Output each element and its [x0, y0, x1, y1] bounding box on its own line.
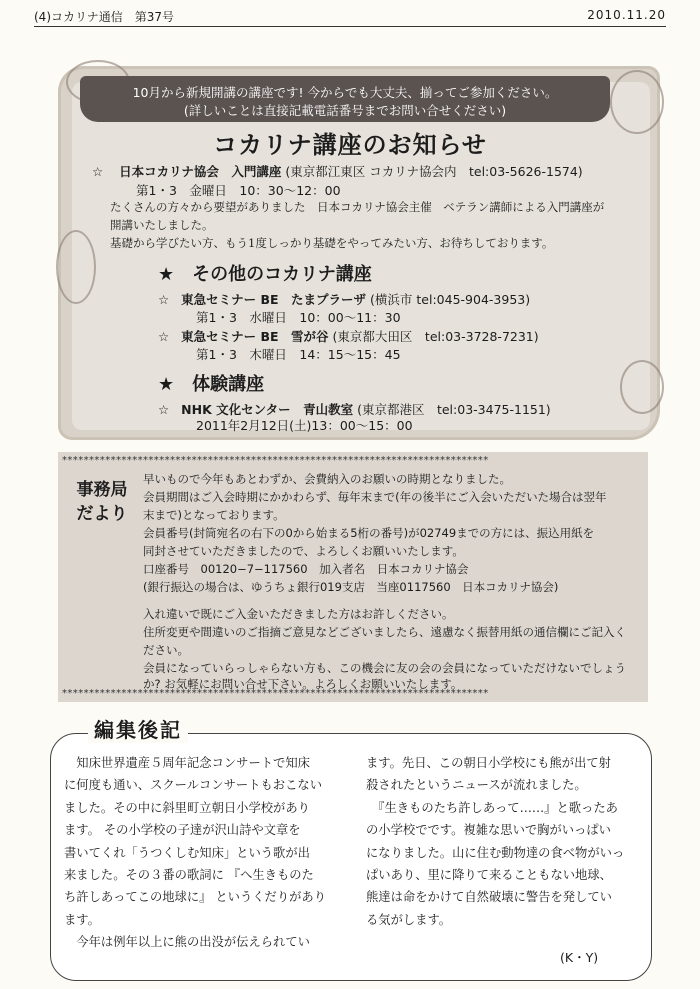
office-line: か? お気軽にお問い合せ下さい。よろしくお願いいたします。 [143, 677, 463, 691]
course-name: NHK 文化センター 青山教室 [181, 402, 354, 417]
course-name: 日本コカリナ協会 入門講座 [119, 164, 282, 179]
office-line: ださい。 [143, 643, 189, 657]
office-news-badge [64, 478, 140, 526]
badge-line-1: 事務局 [76, 480, 128, 500]
course-detail: (横浜市 tel:045-904-3953) [370, 292, 531, 307]
badge-line-2: だより [76, 504, 128, 524]
course-schedule: 第1・3 金曜日 10：30〜12：00 [136, 183, 341, 198]
office-line: (銀行振込の場合は、ゆうちょ銀行019支店 当座0117560 日本コカリナ協会) [143, 580, 559, 594]
editor-note-right-column [366, 752, 624, 931]
office-line: 口座番号 00120−7−117560 加入者名 日本コカリナ協会 [143, 562, 469, 576]
page-header [34, 6, 666, 26]
other-course [158, 290, 530, 308]
editor-note-left-column [64, 752, 326, 954]
editor-line: に何度も通い、スクールコンサートもおこない [64, 778, 322, 793]
office-line: 住所変更や間違いのご指摘ご意見などございましたら、遠慮なく振替用紙の通信欄にご記入く [143, 625, 626, 639]
editor-line: 書いてくれ「うつくしむ知床」という歌が出 [64, 845, 310, 860]
other-courses-heading: ★ その他のコカリナ講座 [158, 264, 372, 285]
banner-line-2: (詳しいことは直接記載電話番号までお問い合せください) [183, 103, 507, 118]
header-rule [34, 26, 666, 27]
course-schedule: 第1・3 木曜日 14：15〜15：45 [196, 347, 401, 362]
issue-label: (4)コカリナ通信 第37号 [34, 10, 175, 24]
course-schedule: 2011年2月12日(土)13：00〜15：00 [196, 418, 413, 433]
announcement-banner [80, 76, 610, 122]
course-detail: (東京都江東区 コカリナ協会内 tel:03-5626-1574) [285, 164, 583, 179]
office-line: 会員期間はご入会時期にかかわらず、毎年末まで(年の後半にご入会いただいた場合は翌年 [143, 490, 607, 504]
trial-course-heading: ★ 体験講座 [158, 374, 265, 395]
course-desc-line: 基礎から学びたい方、もう1度しっかり基礎をやってみたい方、お待ちしております。 [110, 236, 554, 250]
course-detail: (東京都港区 tel:03-3475-1151) [357, 402, 551, 417]
banner-line-1: 10月から新規開講の講座です! 今からでも大丈夫、揃ってご参加ください。 [132, 85, 558, 100]
star-border-bottom: ******************************************************************************* [62, 688, 489, 699]
course-desc-line: 開講いたしました。 [110, 218, 214, 232]
editor-line: 殺されたというニュースが流れました。 [366, 778, 587, 793]
editor-line: 知床世界遺産５周年記念コンサートで知床 [64, 756, 310, 770]
editor-line: 今年は例年以上に熊の出没が伝えられてい [64, 935, 310, 950]
editor-line: 来ました。その３番の歌詞に 『へ生きものた [64, 867, 314, 882]
office-line: 同封させていただきましたので、よろしくお願いいたします。 [143, 544, 464, 558]
editor-line: ぱいあり、里に降りて来ることもない地球、 [366, 867, 612, 882]
course-detail: (東京都大田区 tel:03-3728-7231) [332, 329, 539, 344]
course-name: 東急セミナー BE 雪が谷 [181, 329, 329, 344]
star-bullet: ☆ [158, 402, 170, 417]
office-line: 末まで)となっております。 [143, 508, 285, 522]
office-line: 会員番号(封筒宛名の右下の0から始まる5桁の番号)が02749までの方には、振込用紙を [143, 526, 595, 540]
star-bullet: ☆ [158, 292, 170, 307]
editor-line: の小学校でです。複雑な思いで胸がいっぱい [366, 823, 611, 838]
course-name: 東急セミナー BE たまプラーザ [181, 292, 367, 307]
office-line: 早いもので今年もあとわずか、会費納入のお願いの時期となりました。 [143, 472, 511, 486]
issue-date: 2010.11.20 [587, 8, 666, 22]
office-line: 入れ違いで既にご入金いただきました方はお許しください。 [143, 607, 454, 621]
decorative-swirl [56, 230, 96, 304]
editor-line: ます。先日、この朝日小学校にも熊が出て射 [366, 756, 611, 770]
decorative-swirl [620, 360, 664, 414]
editor-line: ち許しあってこの地球に』 というくだりがあり [64, 890, 327, 905]
page-title: コカリナ講座のお知らせ [213, 131, 487, 159]
other-course [158, 327, 539, 345]
editor-line: る気がします。 [366, 912, 452, 927]
office-line: 会員になっていらっしゃらない方も、この機会に友の会の会員になっていただけないでしょう [143, 661, 626, 675]
editor-line: ました。その中に斜里町立朝日小学校があり [64, 800, 310, 815]
editor-line: 熊達は命をかけて自然破壊に警告を発してい [366, 890, 612, 905]
editor-line: ます。 その小学校の子達が沢山詩や文章を [64, 823, 301, 838]
editor-line: になりました。山に住む動物達の食べ物がいっ [366, 845, 625, 860]
editor-signature: (K・Y) [560, 950, 599, 965]
intro-course [92, 162, 583, 180]
star-bullet: ☆ [92, 164, 104, 179]
course-announcement-panel [58, 66, 660, 440]
editor-line: 『生きものたち許しあって……』と歌ったあ [366, 800, 618, 815]
course-desc-line: たくさんの方々から要望がありました 日本コカリナ協会主催 ベテラン講師による入門講座が [110, 200, 605, 214]
editor-note-title: 編集後記 [88, 714, 188, 743]
editor-line: ます。 [64, 912, 100, 927]
course-schedule: 第1・3 水曜日 10：00〜11：30 [196, 310, 401, 325]
star-border-top: ******************************************************************************* [62, 455, 489, 466]
star-bullet: ☆ [158, 329, 170, 344]
